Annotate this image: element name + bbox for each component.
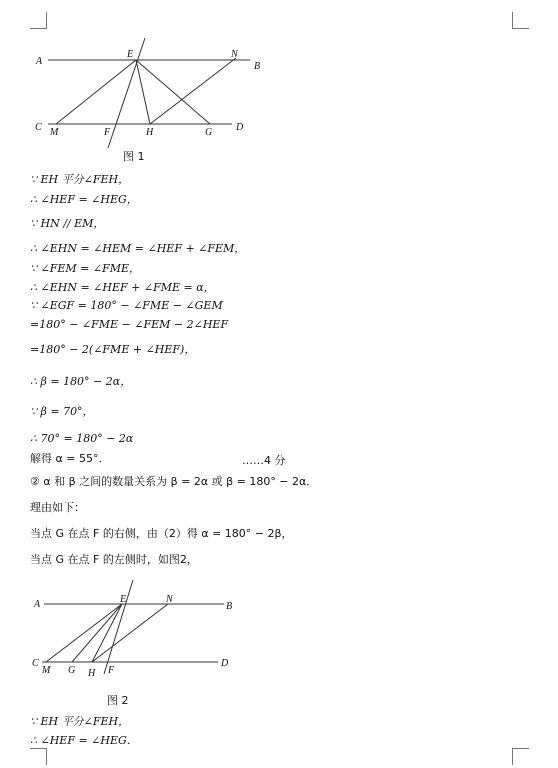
crop-mark-bottom-left <box>30 748 47 765</box>
proof-line-12: ∴ 70° = 180° − 2α <box>30 432 134 445</box>
proof-line-17: 当点 G 在点 F 的左侧时，如图2， <box>30 553 198 566</box>
proof-line-18: ∵ EH 平分∠FEH， <box>30 715 130 728</box>
proof-line-19: ∴ ∠HEF = ∠HEG． <box>30 734 138 747</box>
figure-1-caption: 图 1 <box>123 150 145 163</box>
label-d: D <box>221 658 229 669</box>
segment-hn <box>92 604 168 662</box>
label-e: E <box>127 49 134 60</box>
segment-hn <box>150 58 236 124</box>
proof-line-3: ∵ HN // EM， <box>30 217 105 230</box>
label-g: G <box>205 127 213 138</box>
line-ef <box>104 580 133 674</box>
proof-line-8: =180° − ∠FME − ∠FEM − 2∠HEF <box>30 318 229 331</box>
label-m: M <box>42 665 51 676</box>
proof-line-1: ∵ EH 平分∠FEH， <box>30 173 130 186</box>
proof-line-10: ∴ β = 180° − 2α， <box>30 375 132 388</box>
label-a: A <box>34 599 41 610</box>
label-a: A <box>36 56 43 67</box>
figure-2-caption: 图 2 <box>107 694 129 707</box>
label-c: C <box>32 658 39 669</box>
label-b: B <box>226 601 233 612</box>
label-e: E <box>120 594 127 605</box>
proof-line-9: =180° − 2(∠FME + ∠HEF)， <box>30 343 196 356</box>
proof-line-5: ∵ ∠FEM = ∠FME， <box>30 262 140 275</box>
label-f: F <box>108 665 115 676</box>
label-n: N <box>166 594 173 605</box>
crop-mark-bottom-right <box>512 748 529 765</box>
segment-em <box>56 60 136 124</box>
figure-1 <box>0 0 558 170</box>
proof-line-15: 理由如下： <box>30 501 85 514</box>
proof-line-14: ② α 和 β 之间的数量关系为 β = 2α 或 β = 180° − 2α． <box>30 475 318 488</box>
proof-line-6: ∴ ∠EHN = ∠HEF + ∠FME = α， <box>30 281 215 294</box>
label-h: H <box>146 127 154 138</box>
proof-line-16: 当点 G 在点 F 的右侧，由（2）得 α = 180° − 2β， <box>30 527 293 540</box>
proof-line-13: 解得 α = 55°． <box>30 452 110 465</box>
label-f: F <box>104 127 111 138</box>
label-m: M <box>50 127 59 138</box>
label-b: B <box>254 61 261 72</box>
proof-line-7: ∵ ∠EGF = 180° − ∠FME − ∠GEM <box>30 299 223 312</box>
label-c: C <box>35 122 42 133</box>
proof-line-2: ∴ ∠HEF = ∠HEG， <box>30 193 138 206</box>
figure-2 <box>0 570 558 690</box>
segment-eh <box>136 60 150 124</box>
label-h: H <box>88 668 96 679</box>
score-note: ……4 分 <box>242 454 286 467</box>
label-d: D <box>236 122 244 133</box>
label-g: G <box>68 665 76 676</box>
proof-line-11: ∵ β = 70°， <box>30 405 94 418</box>
proof-line-4: ∴ ∠EHN = ∠HEM = ∠HEF + ∠FEM， <box>30 242 246 255</box>
segment-eg <box>136 60 210 124</box>
label-n: N <box>231 49 238 60</box>
